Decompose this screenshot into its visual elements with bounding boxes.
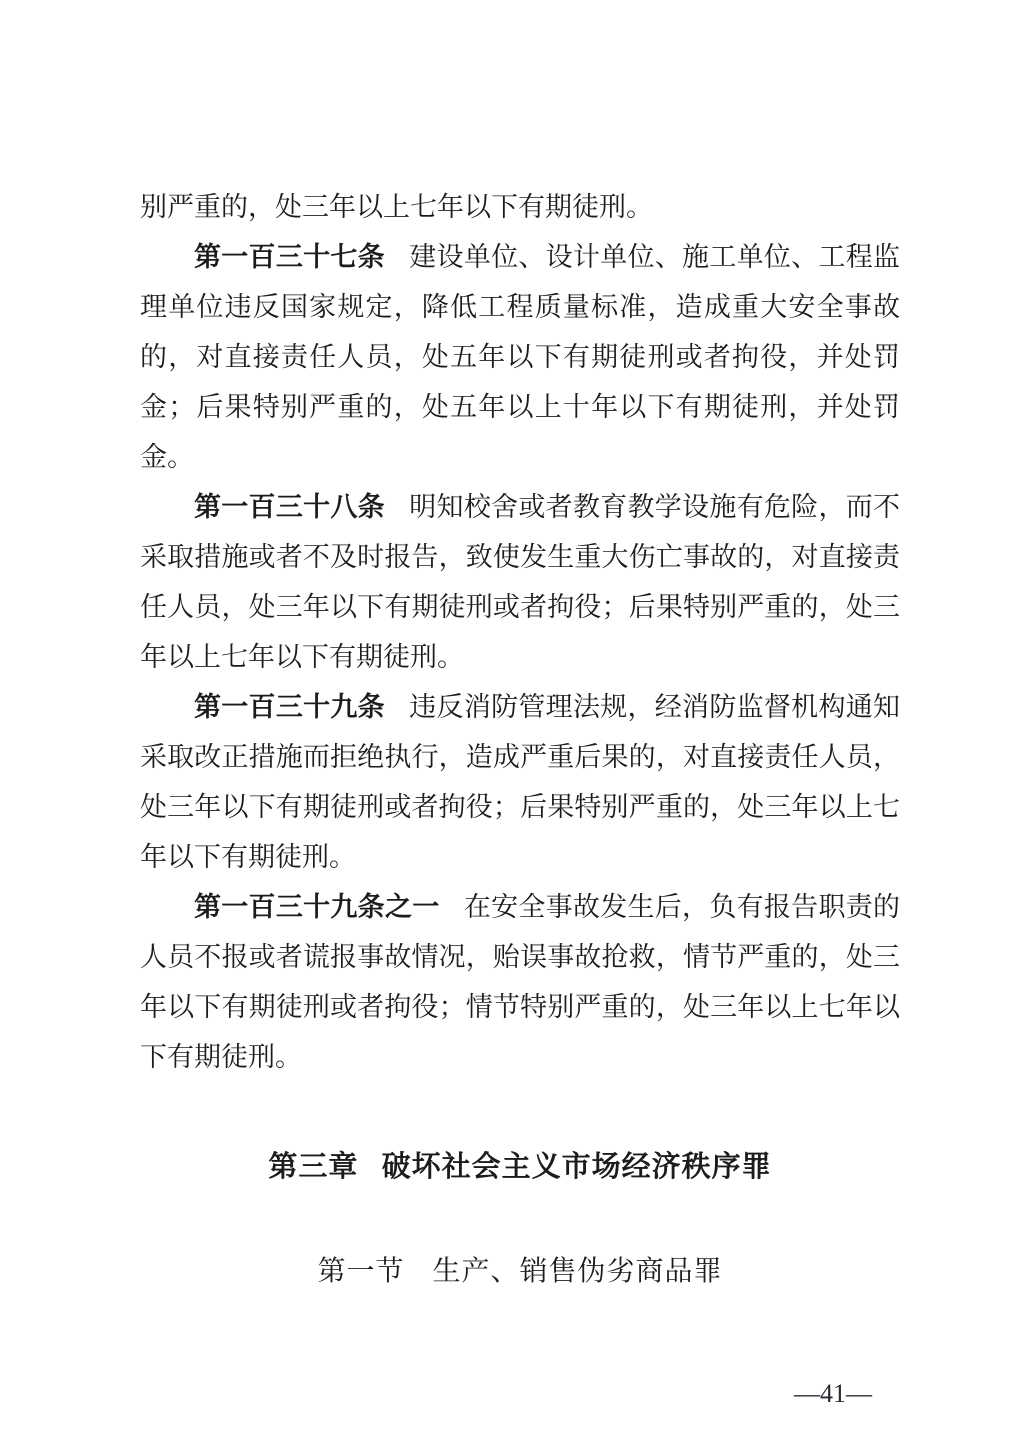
section-heading (140, 1247, 900, 1297)
article-138-text: 明知校舍或者教育教学设施有危险，而不采取措施或者不及时报告，致使发生重大伤亡事故的，对直接责任人员，处三年以下有期徒刑或者拘役；后果特别严重的，处三年以上七年以下有期徒刑。 (140, 492, 901, 672)
chapter-title: 破坏社会主义市场经济秩序罪 (381, 1151, 772, 1183)
article-138-paragraph (140, 482, 900, 682)
article-137-paragraph (140, 232, 900, 482)
chapter-label: 第三章 (268, 1151, 359, 1183)
article-139-1-text: 在安全事故发生后，负有报告职责的人员不报或者谎报事故情况，贻误事故抢救，情节严重的，处三年以下有期徒刑或者拘役；情节特别严重的，处三年以上七年以下有期徒刑。 (140, 892, 901, 1072)
article-139-number: 第一百三十九条 (194, 692, 385, 722)
section-label: 第一节 (317, 1256, 405, 1287)
page-footer (794, 1378, 872, 1410)
article-137-text: 建设单位、设计单位、施工单位、工程监理单位违反国家规定，降低工程质量标准，造成重大安全事故的，对直接责任人员，处五年以下有期徒刑或者拘役，并处罚金；后果特别严重的，处五年以上十年以下有期徒刑，并处罚金。 (140, 242, 901, 472)
paragraph-continuation: 别严重的，处三年以上七年以下有期徒刑。 (140, 192, 653, 222)
article-139-text: 违反消防管理法规，经消防监督机构通知采取改正措施而拒绝执行，造成严重后果的，对直接责任人员，处三年以下有期徒刑或者拘役；后果特别严重的，处三年以上七年以下有期徒刑。 (140, 692, 901, 872)
section-title: 生产、销售伪劣商品罪 (432, 1256, 723, 1287)
article-139-1-number: 第一百三十九条之一 (194, 892, 440, 922)
article-137-number: 第一百三十七条 (194, 242, 385, 272)
page-number: —41— (794, 1379, 872, 1408)
article-139-1-paragraph (140, 882, 900, 1082)
article-139-paragraph (140, 682, 900, 882)
page-body (140, 182, 900, 1297)
chapter-heading (140, 1142, 900, 1192)
article-138-number: 第一百三十八条 (194, 492, 385, 522)
